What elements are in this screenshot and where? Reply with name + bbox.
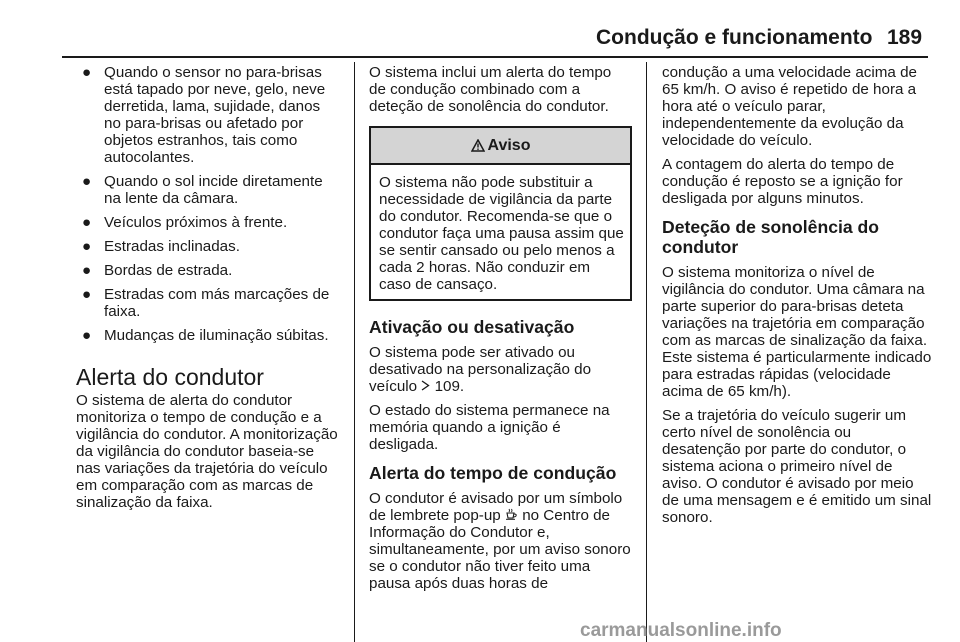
warning-box	[369, 126, 632, 301]
reset-text: A contagem do alerta do tempo de condução é reposto se a ignição for desligada por alguns minutos.	[662, 156, 903, 207]
section-title-activation: Ativação ou desativação	[369, 317, 575, 337]
bullet-icon: ●	[82, 262, 92, 279]
list-item: ● Mudanças de iluminação súbitas.	[82, 327, 329, 344]
list-item: ● Estradas com más marcações de faixa.	[82, 286, 330, 320]
section-title-drowsiness-detection: Deteção de sonolência do condutor	[662, 217, 880, 257]
header-rule	[62, 56, 928, 58]
warning-text: O sistema não pode substituir a necessidade de vigilância da parte do condutor. Recomenda-se que o condutor faça uma pausa assim que se sentir cansado ou pelo menos a cada 2 horas. Não conduzir em caso de cansaço.	[379, 174, 624, 293]
activation-text: O sistema pode ser ativado ou desativado na personalização do veículo 109.	[369, 344, 592, 395]
column-divider-1	[354, 62, 355, 642]
warning-triangle-icon	[471, 139, 485, 152]
intro-text: O sistema inclui um alerta do tempo de condução combinado com a deteção de sonolência do condutor.	[369, 64, 612, 115]
warning-title: Aviso	[487, 137, 531, 154]
driving-time-text: O condutor é avisado por um símbolo de lembrete pop-up no Centro de Informação do Condutor e, simultaneamente, por um aviso sonoro se o condutor não tiver feito uma pausa após duas horas de	[369, 490, 631, 592]
trajectory-text: Se a trajetória do veículo sugerir um certo nível de sonolência ou desatenção por parte do condutor, o sistema aciona o primeiro nível de aviso. O condutor é avisado por meio de uma mensagem e é emitido um sinal sonoro.	[662, 407, 932, 526]
section-title-driver-alert: Alerta do condutor	[76, 364, 264, 390]
list-item: ● Quando o sensor no para-brisas está tapado por neve, gelo, neve derretida, lama, sujidade, danos no para-brisas ou afetado por objetos estranhos, tais como autocolantes.	[82, 64, 326, 166]
bullet-icon: ●	[82, 327, 92, 344]
bullet-icon: ●	[82, 214, 92, 231]
bullet-icon: ●	[82, 286, 92, 303]
column-1	[76, 64, 340, 518]
page-reference-icon	[421, 380, 430, 391]
section-title-driving-time-alert: Alerta do tempo de condução	[369, 463, 617, 483]
list-item: ● Estradas inclinadas.	[82, 238, 240, 255]
list-item: ● Veículos próximos à frente.	[82, 214, 288, 231]
column-2	[369, 64, 632, 599]
page-number: 189	[887, 26, 923, 49]
page-header-title: Condução e funcionamento	[596, 26, 873, 49]
bullet-icon: ●	[82, 173, 92, 190]
column-3	[662, 64, 932, 533]
list-item: ● Quando o sol incide diretamente na lente da câmara.	[82, 173, 323, 207]
watermark: carmanualsonline.info	[580, 620, 782, 641]
activation-page-ref[interactable]: 109.	[434, 378, 465, 395]
coffee-cup-icon	[505, 508, 518, 520]
state-text: O estado do sistema permanece na memória quando a ignição é desligada.	[369, 402, 610, 453]
driver-alert-text: O sistema de alerta do condutor monitoriza o tempo de condução e a vigilância do condutor. A monitorização da vigilância do condutor baseia-se nas variações da trajetória do veículo em comparação com as marcas de sinalização da faixa.	[76, 392, 338, 511]
list-item: ● Bordas de estrada.	[82, 262, 233, 279]
bullet-list	[76, 64, 340, 344]
bullet-icon: ●	[82, 64, 92, 81]
bullet-icon: ●	[82, 238, 92, 255]
drowsiness-text: O sistema monitoriza o nível de vigilância do condutor. Uma câmara na parte superior do para-brisas deteta variações na trajetória em comparação com as marcas de sinalização da faixa. Este sistema é particularmente indicado para estradas rápidas (velocidade acima de 65 km/h).	[662, 264, 932, 400]
continuation-text: condução a uma velocidade acima de 65 km/h. O aviso é repetido de hora a hora até o veículo parar, independentemente da evolução da velocidade do veículo.	[662, 64, 917, 149]
warning-header	[371, 128, 630, 165]
column-divider-2	[646, 62, 647, 642]
